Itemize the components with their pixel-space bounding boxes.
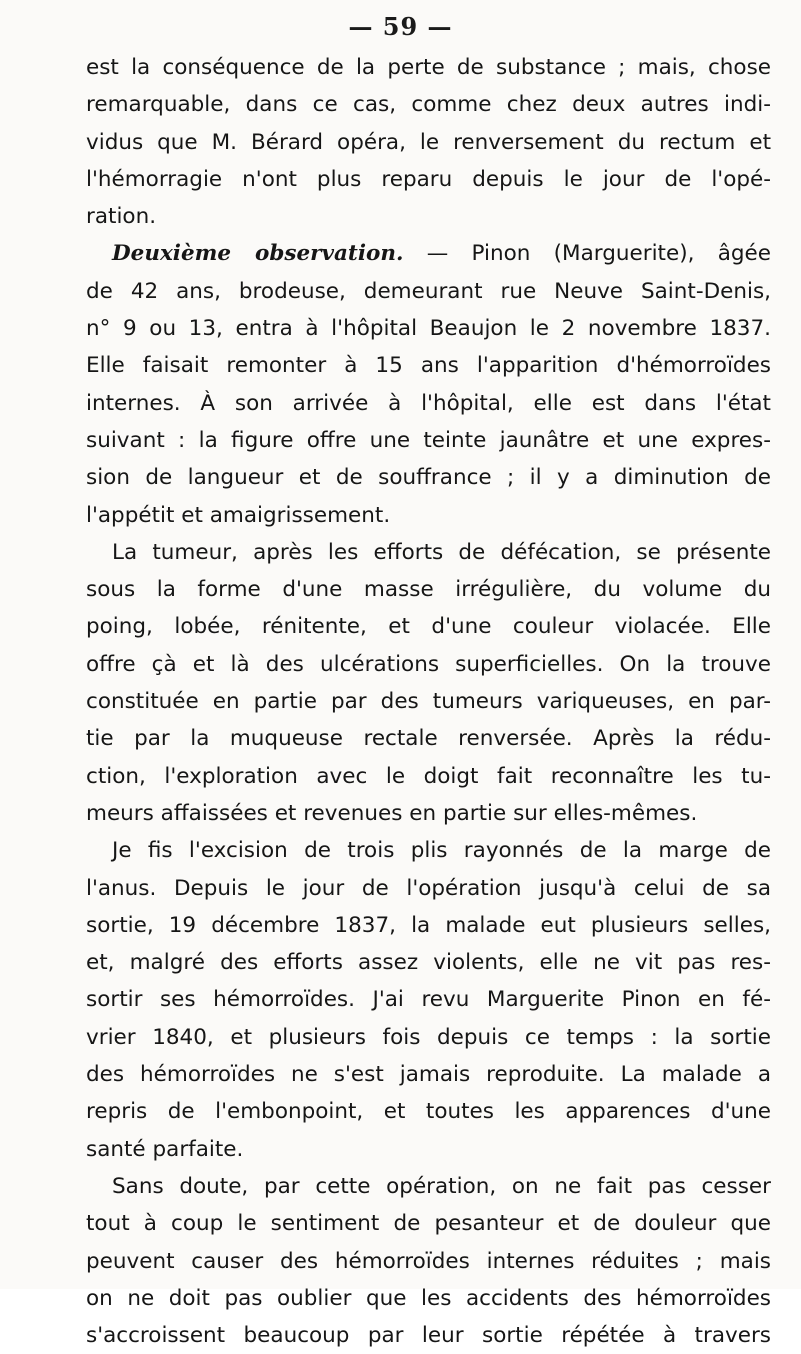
text-line: on ne doit pas oublier que les accidents des hémorroïdes bbox=[86, 1285, 771, 1311]
text-line: l'anus. Depuis le jour de l'opération jusqu'à celui de sa bbox=[86, 875, 771, 901]
text-line: tout à coup le sentiment de pesanteur et de douleur que bbox=[86, 1211, 771, 1237]
text-line: ration. bbox=[86, 204, 157, 230]
text-line: s'accroissent beaucoup par leur sortie répétée à travers bbox=[86, 1323, 771, 1349]
text-line: Elle faisait remonter à 15 ans l'apparition d'hémorroïdes bbox=[86, 353, 771, 379]
observation-heading-line bbox=[86, 235, 771, 272]
text-line: sortie, 19 décembre 1837, la malade eut plusieurs selles, bbox=[86, 912, 771, 938]
text-line: peuvent causer des hémorroïdes internes réduites ; mais bbox=[86, 1248, 771, 1274]
text-line: santé parfaite. bbox=[86, 1136, 244, 1162]
text-line: Sans doute, par cette opération, on ne fait pas cesser bbox=[112, 1173, 771, 1199]
text-line: sion de langueur et de souffrance ; il y a diminution de bbox=[86, 465, 771, 491]
text-line: meurs affaissées et revenues en partie sur elles-mêmes. bbox=[86, 800, 698, 826]
text-line: n° 9 ou 13, entra à l'hôpital Beaujon le 2 novembre 1837. bbox=[86, 316, 771, 342]
text-line: remarquable, dans ce cas, comme chez deux autres indi- bbox=[86, 92, 771, 118]
text-line: vidus que M. Bérard opéra, le renversement du rectum et bbox=[86, 129, 771, 155]
observation-heading-text: — Pinon (Marguerite), âgée bbox=[403, 241, 771, 267]
text-line: et, malgré des efforts assez violents, elle ne vit pas res- bbox=[86, 950, 771, 976]
text-line: suivant : la figure offre une teinte jaunâtre et une expres- bbox=[86, 427, 771, 453]
text-line: tie par la muqueuse rectale renversée. Après la rédu- bbox=[86, 726, 771, 752]
text-line: constituée en partie par des tumeurs variqueuses, en par- bbox=[86, 689, 771, 715]
text-line: La tumeur, après les efforts de défécation, se présente bbox=[112, 539, 771, 565]
text-line: poing, lobée, rénitente, et d'une couleur violacée. Elle bbox=[86, 614, 771, 640]
text-line: sortir ses hémorroïdes. J'ai revu Marguerite Pinon en fé- bbox=[86, 987, 771, 1013]
text-line: Je fis l'excision de trois plis rayonnés de la marge de bbox=[112, 838, 771, 864]
text-line: sous la forme d'une masse irrégulière, du volume du bbox=[86, 577, 771, 603]
text-line: vrier 1840, et plusieurs fois depuis ce temps : la sortie bbox=[86, 1024, 771, 1050]
page-number: — 59 — bbox=[348, 12, 453, 41]
text-line: est la conséquence de la perte de substance ; mais, chose bbox=[86, 55, 771, 80]
text-line: des hémorroïdes ne s'est jamais reproduite. La malade a bbox=[86, 1062, 771, 1088]
text-line: internes. À son arrivée à l'hôpital, elle est dans l'état bbox=[86, 390, 771, 416]
text-line: l'hémorragie n'ont plus reparu depuis le jour de l'opé- bbox=[86, 166, 771, 192]
text-line: de 42 ans, brodeuse, demeurant rue Neuve Saint-Denis, bbox=[86, 278, 771, 304]
observation-title: Deuxième observation. bbox=[112, 241, 404, 267]
text-line: repris de l'embonpoint, et toutes les apparences d'une bbox=[86, 1099, 771, 1125]
text-line: offre çà et là des ulcérations superficielles. On la trouve bbox=[86, 651, 771, 677]
text-line: l'appétit et amaigrissement. bbox=[86, 502, 391, 528]
body-text bbox=[86, 49, 771, 1354]
text-line: ction, l'exploration avec le doigt fait reconnaître les tu- bbox=[86, 763, 771, 789]
